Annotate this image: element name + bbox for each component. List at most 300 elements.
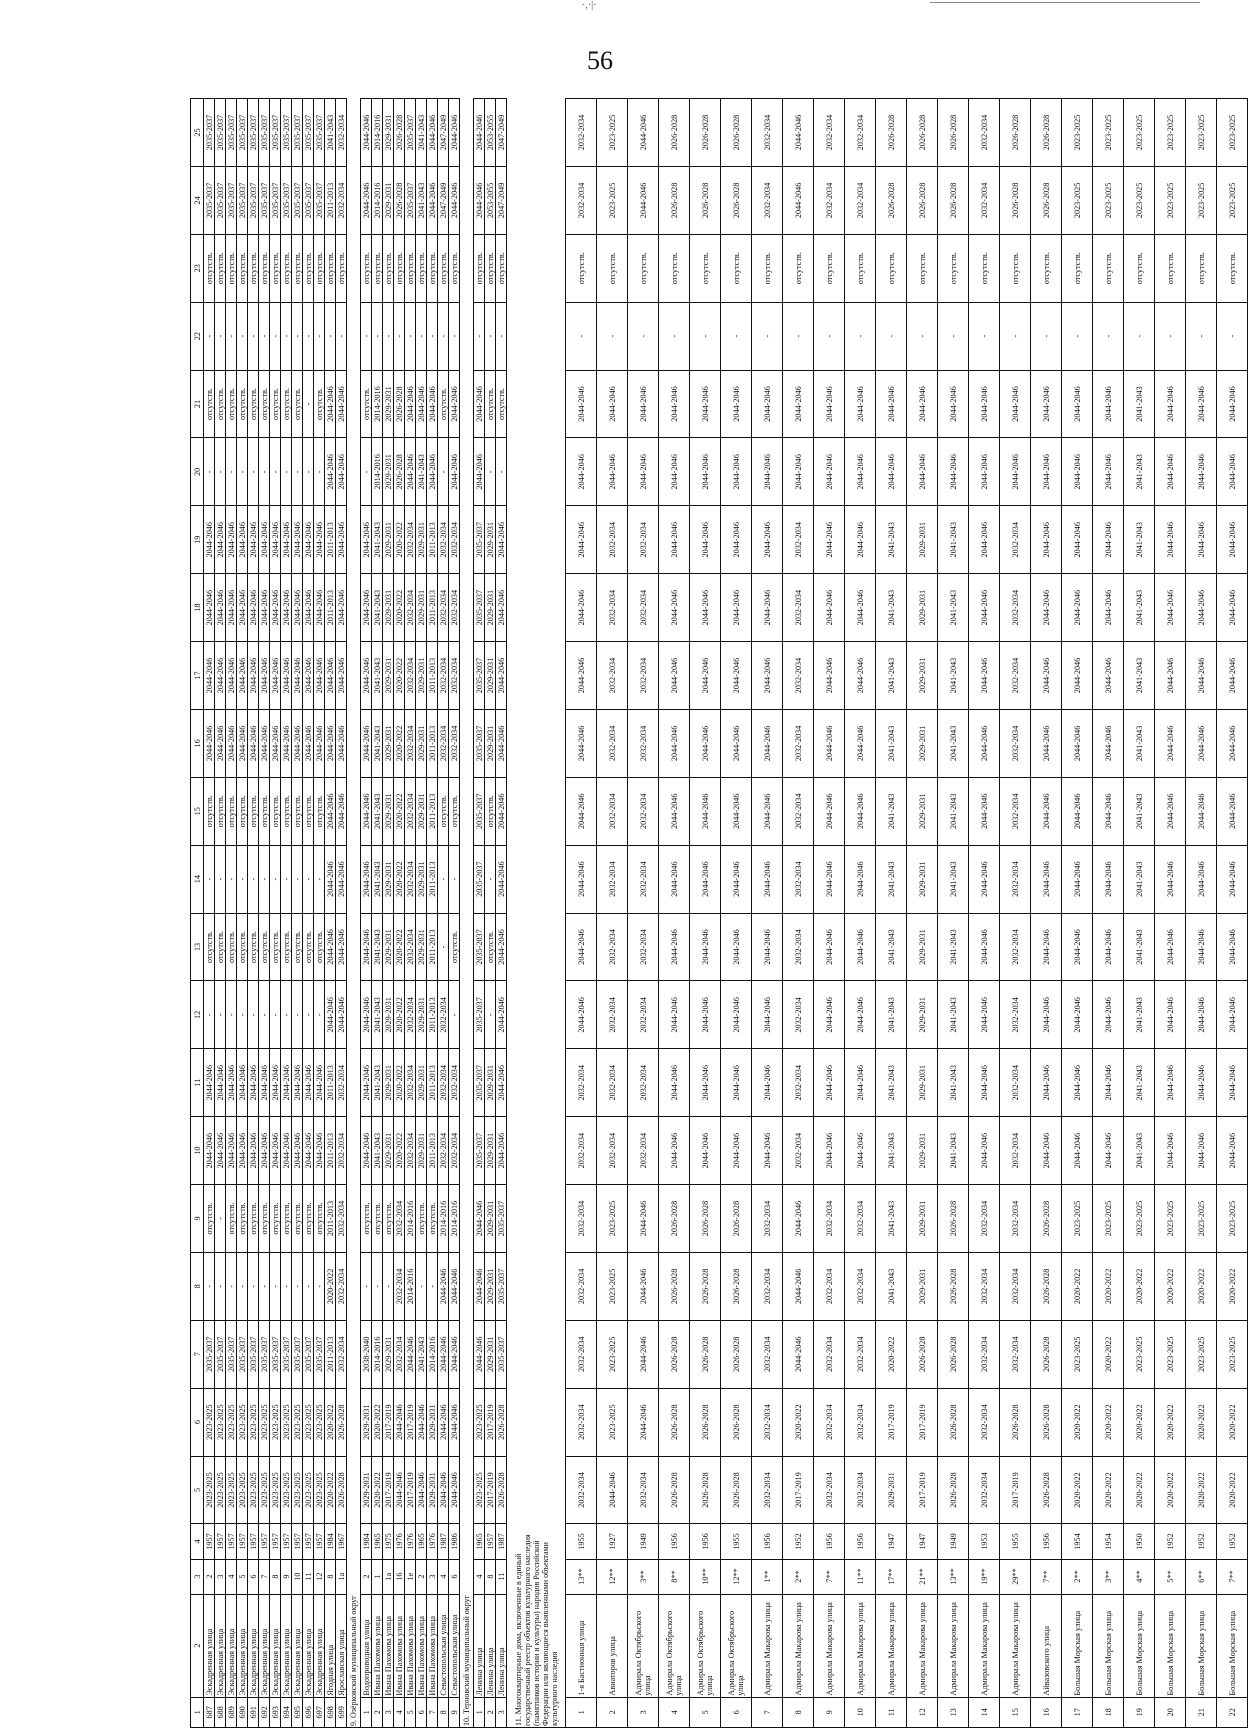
period-cell: отсутств. xyxy=(361,234,372,302)
period-cell: - xyxy=(237,302,248,370)
period-cell: 2035-2037 xyxy=(314,166,325,234)
section-header-row xyxy=(507,99,566,1728)
period-cell: 2023-2025 xyxy=(281,1456,292,1524)
period-cell: 2035-2037 xyxy=(215,99,226,167)
scan-mark: ·,·|· xyxy=(582,0,597,11)
period-cell: 2044-2046 xyxy=(449,1320,460,1388)
period-cell: отсутств. xyxy=(485,777,496,845)
period-cell: 2032-2034 xyxy=(438,1049,449,1117)
period-cell: 2020-2022 xyxy=(372,1388,383,1456)
period-cell: - xyxy=(281,981,292,1049)
period-cell: 2044-2046 xyxy=(361,166,372,234)
period-cell: 2032-2034 xyxy=(845,1388,876,1456)
period-cell: - xyxy=(303,302,314,370)
period-cell: 2029-2031 xyxy=(907,642,938,710)
period-cell: 2017-2019 xyxy=(907,1388,938,1456)
year-cell: 1975 xyxy=(383,1524,394,1559)
year-cell: 1957 xyxy=(292,1524,303,1559)
year-cell: 1957 xyxy=(270,1524,281,1559)
period-cell: 2044-2046 xyxy=(1186,981,1217,1049)
period-cell: 2041-2043 xyxy=(938,1049,969,1117)
period-cell: отсутств. xyxy=(248,234,259,302)
row-number-cell: 16 xyxy=(1031,1697,1062,1727)
street-cell: Ивана Пахомова улица xyxy=(372,1594,383,1697)
period-cell: 2020-2022 xyxy=(394,506,405,574)
period-cell: 2044-2046 xyxy=(752,981,783,1049)
table-row xyxy=(325,99,336,1728)
period-cell: 2023-2025 xyxy=(474,1456,485,1524)
period-cell: 2044-2046 xyxy=(566,777,597,845)
street-cell: Адмирала Макарова улица xyxy=(938,1594,969,1697)
year-cell: 1949 xyxy=(628,1524,659,1559)
period-cell: 2029-2031 xyxy=(416,642,427,710)
period-cell: 2044-2046 xyxy=(1062,574,1093,642)
period-cell: 2011-2013 xyxy=(427,709,438,777)
period-cell: 2041-2043 xyxy=(938,981,969,1049)
period-cell: 2044-2046 xyxy=(752,438,783,506)
period-cell: - xyxy=(281,1252,292,1320)
period-cell: 2044-2046 xyxy=(1155,642,1186,710)
period-cell: 2020-2022 xyxy=(876,1320,907,1388)
period-cell: 2044-2046 xyxy=(325,438,336,506)
period-cell: 2044-2046 xyxy=(752,913,783,981)
period-cell: отсутств. xyxy=(303,913,314,981)
period-cell: 2026-2028 xyxy=(690,1388,721,1456)
period-cell: 2023-2025 xyxy=(1186,99,1217,167)
house-number-cell: 2 xyxy=(204,1559,215,1594)
period-cell: 2032-2034 xyxy=(783,777,814,845)
period-cell: 2032-2034 xyxy=(814,1185,845,1253)
house-number-cell: 6 xyxy=(248,1559,259,1594)
period-cell: - xyxy=(270,438,281,506)
period-cell: отсутств. xyxy=(237,370,248,438)
period-cell: 2044-2046 xyxy=(449,1252,460,1320)
period-cell: 2011-2013 xyxy=(325,1320,336,1388)
period-cell: 2044-2046 xyxy=(259,642,270,710)
period-cell: 2029-2031 xyxy=(427,1388,438,1456)
period-cell: - xyxy=(485,438,496,506)
period-cell: 2044-2046 xyxy=(204,506,215,574)
period-cell: 2035-2037 xyxy=(405,99,416,167)
period-cell: 2011-2013 xyxy=(427,981,438,1049)
period-cell: 2044-2046 xyxy=(438,1388,449,1456)
period-cell: 2044-2046 xyxy=(814,913,845,981)
period-cell: 2044-2046 xyxy=(845,642,876,710)
table-row xyxy=(1124,99,1155,1728)
period-cell: 2032-2034 xyxy=(845,99,876,167)
row-number-cell: 7 xyxy=(752,1697,783,1727)
period-cell: 2023-2025 xyxy=(1062,166,1093,234)
table-row xyxy=(226,99,237,1728)
period-cell: - xyxy=(314,438,325,506)
period-cell: 2032-2034 xyxy=(1000,981,1031,1049)
period-cell: 2044-2046 xyxy=(204,709,215,777)
period-cell: 2044-2046 xyxy=(690,642,721,710)
column-header: 10 xyxy=(191,1117,204,1185)
period-cell: 2044-2046 xyxy=(814,709,845,777)
period-cell: отсутств. xyxy=(248,370,259,438)
period-cell: 2035-2037 xyxy=(259,166,270,234)
period-cell: отсутств. xyxy=(485,913,496,981)
period-cell: 2044-2046 xyxy=(226,1117,237,1185)
period-cell: 2044-2046 xyxy=(270,1049,281,1117)
period-cell: 2044-2046 xyxy=(690,574,721,642)
period-cell: отсутств. xyxy=(303,777,314,845)
period-cell: 2044-2046 xyxy=(1217,574,1248,642)
period-cell: - xyxy=(314,1252,325,1320)
period-cell: 2032-2034 xyxy=(814,99,845,167)
period-cell: 2044-2046 xyxy=(628,1320,659,1388)
period-cell: 2023-2025 xyxy=(1217,99,1248,167)
period-cell: - xyxy=(303,981,314,1049)
period-cell: - xyxy=(292,302,303,370)
period-cell: отсутств. xyxy=(1093,234,1124,302)
street-cell: Ивана Пахомова улица xyxy=(405,1594,416,1697)
period-cell: 2044-2046 xyxy=(814,574,845,642)
street-cell: Большая Морская улица xyxy=(1217,1594,1248,1697)
period-cell: 2026-2028 xyxy=(496,1456,507,1524)
period-cell: 2023-2025 xyxy=(1217,1185,1248,1253)
period-cell: 2020-2022 xyxy=(1217,1456,1248,1524)
period-cell: 2044-2046 xyxy=(845,913,876,981)
period-cell: 2017-2019 xyxy=(485,1388,496,1456)
period-cell: 2044-2046 xyxy=(969,777,1000,845)
table-row xyxy=(336,99,347,1728)
period-cell: 2032-2034 xyxy=(438,709,449,777)
year-cell: 1947 xyxy=(876,1524,907,1559)
year-cell: 1957 xyxy=(204,1524,215,1559)
period-cell: 2044-2046 xyxy=(1093,642,1124,710)
period-cell: 2026-2028 xyxy=(659,1388,690,1456)
street-cell: Большая Морская улица xyxy=(1155,1594,1186,1697)
period-cell: 2044-2046 xyxy=(1031,913,1062,981)
period-cell: 2044-2046 xyxy=(1155,506,1186,574)
period-cell: - xyxy=(226,845,237,913)
period-cell: 2032-2034 xyxy=(336,1320,347,1388)
period-cell: 2026-2028 xyxy=(1031,1252,1062,1320)
street-cell: Адмирала Макарова улица xyxy=(1000,1594,1031,1697)
period-cell: 2029-2031 xyxy=(907,574,938,642)
period-cell: отсутств. xyxy=(292,913,303,981)
column-header: 17 xyxy=(191,642,204,710)
year-cell: 1984 xyxy=(361,1524,372,1559)
year-cell: 1987 xyxy=(496,1524,507,1559)
period-cell: - xyxy=(237,438,248,506)
period-cell: 2044-2046 xyxy=(226,642,237,710)
year-cell: 1956 xyxy=(845,1524,876,1559)
period-cell: 2044-2046 xyxy=(1217,1049,1248,1117)
period-cell: 2032-2034 xyxy=(336,99,347,167)
period-cell: 2035-2037 xyxy=(270,1320,281,1388)
period-cell: - xyxy=(496,302,507,370)
period-cell: 2032-2034 xyxy=(1000,1185,1031,1253)
period-cell: 2032-2034 xyxy=(752,99,783,167)
street-cell: Адмирала Макарова улица xyxy=(783,1594,814,1697)
period-cell: 2044-2046 xyxy=(474,1252,485,1320)
period-cell: 2044-2046 xyxy=(314,709,325,777)
period-cell: 2026-2028 xyxy=(721,1185,752,1253)
period-cell: - xyxy=(204,981,215,1049)
period-cell: 2032-2034 xyxy=(752,1320,783,1388)
row-number-cell: 5 xyxy=(405,1697,416,1727)
period-cell: - xyxy=(361,1252,372,1320)
period-cell: 2035-2037 xyxy=(292,1320,303,1388)
period-cell: 2035-2037 xyxy=(303,166,314,234)
period-cell: - xyxy=(438,302,449,370)
street-cell: Айвазовского улица xyxy=(1031,1594,1062,1697)
period-cell: 2044-2046 xyxy=(814,370,845,438)
period-cell: отсутств. xyxy=(449,777,460,845)
period-cell: отсутств. xyxy=(416,234,427,302)
period-cell: 2023-2025 xyxy=(237,1456,248,1524)
row-number-cell: 696 xyxy=(303,1697,314,1727)
street-cell: Эскадренная улица xyxy=(248,1594,259,1697)
period-cell: - xyxy=(248,438,259,506)
period-cell: 2053-2055 xyxy=(485,166,496,234)
period-cell: - xyxy=(215,302,226,370)
period-cell: отсутств. xyxy=(314,234,325,302)
period-cell: 2020-2022 xyxy=(394,1049,405,1117)
period-cell: - xyxy=(659,302,690,370)
period-cell: отсутств. xyxy=(416,1185,427,1253)
period-cell: отсутств. xyxy=(259,234,270,302)
house-number-cell: 3** xyxy=(628,1559,659,1594)
period-cell: 2044-2046 xyxy=(814,777,845,845)
period-cell: отсутств. xyxy=(659,234,690,302)
row-number-cell: 7 xyxy=(427,1697,438,1727)
period-cell: 2044-2046 xyxy=(597,370,628,438)
period-cell: 2044-2046 xyxy=(969,574,1000,642)
table-row xyxy=(303,99,314,1728)
period-cell: 2044-2046 xyxy=(969,1117,1000,1185)
period-cell: 2044-2046 xyxy=(438,1252,449,1320)
year-cell: 1976 xyxy=(427,1524,438,1559)
period-cell: 2029-2031 xyxy=(383,574,394,642)
house-number-cell: 4** xyxy=(1124,1559,1155,1594)
period-cell: 2044-2046 xyxy=(814,438,845,506)
period-cell: 2032-2034 xyxy=(566,166,597,234)
year-cell: 1956 xyxy=(814,1524,845,1559)
period-cell: 2044-2046 xyxy=(876,438,907,506)
house-number-cell: 4 xyxy=(226,1559,237,1594)
period-cell: 2032-2034 xyxy=(449,1049,460,1117)
period-cell: 2044-2046 xyxy=(449,1456,460,1524)
year-cell: 1986 xyxy=(449,1524,460,1559)
street-cell: Большая Морская улица xyxy=(1093,1594,1124,1697)
house-number-cell: 7 xyxy=(259,1559,270,1594)
period-cell: 2020-2022 xyxy=(394,845,405,913)
period-cell: 2032-2034 xyxy=(628,1049,659,1117)
period-cell: 2044-2046 xyxy=(204,574,215,642)
period-cell: 2044-2046 xyxy=(361,1049,372,1117)
period-cell: 2035-2037 xyxy=(292,166,303,234)
street-cell: Эскадренная улица xyxy=(303,1594,314,1697)
period-cell: 2044-2046 xyxy=(1093,370,1124,438)
period-cell: 2044-2046 xyxy=(474,1185,485,1253)
period-cell: 2029-2031 xyxy=(485,709,496,777)
period-cell: отсутств. xyxy=(1186,234,1217,302)
period-cell: - xyxy=(248,981,259,1049)
period-cell: - xyxy=(1093,302,1124,370)
period-cell: 2032-2034 xyxy=(1000,709,1031,777)
period-cell: - xyxy=(845,302,876,370)
period-cell: 2044-2046 xyxy=(449,99,460,167)
period-cell: 2023-2025 xyxy=(1155,1320,1186,1388)
period-cell: 2032-2034 xyxy=(783,845,814,913)
period-cell: 2044-2046 xyxy=(281,506,292,574)
period-cell: 2032-2034 xyxy=(336,1049,347,1117)
period-cell: 2029-2031 xyxy=(361,1388,372,1456)
period-cell: 2020-2022 xyxy=(1062,1456,1093,1524)
period-cell: 2029-2031 xyxy=(907,709,938,777)
period-cell: 2035-2037 xyxy=(281,1320,292,1388)
period-cell: 2044-2046 xyxy=(969,913,1000,981)
period-cell: - xyxy=(281,438,292,506)
period-cell: 2044-2046 xyxy=(1186,642,1217,710)
period-cell: 2035-2037 xyxy=(303,1320,314,1388)
period-cell: отсутств. xyxy=(336,234,347,302)
column-header: 8 xyxy=(191,1252,204,1320)
section-spacer xyxy=(347,99,361,1253)
period-cell: 2047-2049 xyxy=(496,166,507,234)
period-cell: 2044-2046 xyxy=(721,438,752,506)
year-cell: 1957 xyxy=(485,1524,496,1559)
period-cell: 2041-2043 xyxy=(1124,709,1155,777)
period-cell: - xyxy=(215,1185,226,1253)
period-cell: - xyxy=(204,302,215,370)
period-cell: 2020-2022 xyxy=(394,1117,405,1185)
period-cell: 2041-2043 xyxy=(938,1117,969,1185)
period-cell: 2032-2034 xyxy=(969,1388,1000,1456)
period-cell: 2035-2037 xyxy=(226,99,237,167)
period-cell: 2044-2046 xyxy=(270,642,281,710)
period-cell: 2029-2031 xyxy=(907,506,938,574)
period-cell: 2044-2046 xyxy=(303,709,314,777)
period-cell: 2044-2046 xyxy=(845,1049,876,1117)
period-cell: 2044-2046 xyxy=(1031,777,1062,845)
period-cell: отсутств. xyxy=(690,234,721,302)
table-row xyxy=(876,99,907,1728)
row-number-cell: 690 xyxy=(237,1697,248,1727)
period-cell: 2044-2046 xyxy=(1155,1117,1186,1185)
period-cell: 2011-2013 xyxy=(325,506,336,574)
period-cell: 2032-2034 xyxy=(783,506,814,574)
period-cell: 2044-2046 xyxy=(628,166,659,234)
period-cell: 2023-2025 xyxy=(248,1456,259,1524)
period-cell: 2026-2028 xyxy=(690,99,721,167)
column-header: 9 xyxy=(191,1185,204,1253)
period-cell: 2044-2046 xyxy=(270,574,281,642)
period-cell: 2044-2046 xyxy=(783,1252,814,1320)
period-cell: отсутств. xyxy=(438,777,449,845)
period-cell: 2023-2025 xyxy=(303,1388,314,1456)
period-cell: 2044-2046 xyxy=(845,574,876,642)
period-cell: отсутств. xyxy=(204,234,215,302)
period-cell: 2044-2046 xyxy=(474,370,485,438)
period-cell: 2044-2046 xyxy=(721,981,752,1049)
section-spacer xyxy=(507,99,566,1524)
period-cell: 2044-2046 xyxy=(845,438,876,506)
period-cell: 2029-2031 xyxy=(383,777,394,845)
period-cell: отсутств. xyxy=(969,234,1000,302)
period-cell: 2020-2022 xyxy=(325,1252,336,1320)
street-cell: Ленина улица xyxy=(485,1594,496,1697)
section-title: 9. Озёрковский муниципальный округ xyxy=(347,1252,361,1727)
period-cell: 2032-2034 xyxy=(597,574,628,642)
period-cell: 2014-2016 xyxy=(372,1320,383,1388)
period-cell: 2041-2043 xyxy=(1124,1117,1155,1185)
period-cell: 2029-2031 xyxy=(485,1185,496,1253)
period-cell: - xyxy=(438,438,449,506)
period-cell: 2044-2046 xyxy=(566,981,597,1049)
period-cell: 2044-2046 xyxy=(597,1456,628,1524)
table-row xyxy=(690,99,721,1728)
period-cell: 2044-2046 xyxy=(690,1117,721,1185)
period-cell: - xyxy=(303,438,314,506)
period-cell: 2041-2043 xyxy=(416,1320,427,1388)
period-cell: 2023-2025 xyxy=(1217,166,1248,234)
period-cell: 2044-2046 xyxy=(845,370,876,438)
period-cell: 2041-2043 xyxy=(372,1049,383,1117)
period-cell: - xyxy=(721,302,752,370)
year-cell: 1965 xyxy=(372,1524,383,1559)
table-row xyxy=(969,99,1000,1728)
column-header: 5 xyxy=(191,1456,204,1524)
period-cell: 2017-2019 xyxy=(1000,1456,1031,1524)
house-number-cell: 2** xyxy=(1062,1559,1093,1594)
period-cell: отсутств. xyxy=(449,913,460,981)
period-cell: 2032-2034 xyxy=(566,1456,597,1524)
period-cell: отсутств. xyxy=(597,234,628,302)
period-cell: 2044-2046 xyxy=(281,1117,292,1185)
period-cell: 2041-2043 xyxy=(938,574,969,642)
table-row xyxy=(314,99,325,1728)
period-cell: 2032-2034 xyxy=(566,1320,597,1388)
period-cell: 2044-2046 xyxy=(628,1252,659,1320)
period-cell: 2044-2046 xyxy=(969,506,1000,574)
period-cell: 2026-2028 xyxy=(907,166,938,234)
house-number-cell: 8** xyxy=(659,1559,690,1594)
period-cell: - xyxy=(372,302,383,370)
period-cell: 2044-2046 xyxy=(215,709,226,777)
period-cell: 2023-2025 xyxy=(226,1456,237,1524)
period-cell: 2044-2046 xyxy=(659,981,690,1049)
period-cell: 2044-2046 xyxy=(496,506,507,574)
period-cell: 2020-2022 xyxy=(394,913,405,981)
table-row xyxy=(372,99,383,1728)
period-cell: 2032-2034 xyxy=(566,1117,597,1185)
period-cell: 2023-2025 xyxy=(1093,99,1124,167)
street-cell: Ягодная улица xyxy=(325,1594,336,1697)
period-cell: 2014-2016 xyxy=(372,370,383,438)
period-cell: отсутств. xyxy=(204,370,215,438)
period-cell: 2020-2022 xyxy=(1093,1456,1124,1524)
period-cell: 2041-2043 xyxy=(876,777,907,845)
period-cell: отсутств. xyxy=(721,234,752,302)
street-cell: Севастопольская улица xyxy=(449,1594,460,1697)
period-cell: 2044-2046 xyxy=(1093,913,1124,981)
year-cell: 1957 xyxy=(281,1524,292,1559)
period-cell: 2044-2046 xyxy=(969,642,1000,710)
period-cell: 2044-2046 xyxy=(721,370,752,438)
period-cell: 2011-2013 xyxy=(427,1117,438,1185)
period-cell: 2032-2034 xyxy=(597,709,628,777)
period-cell: 2032-2034 xyxy=(597,981,628,1049)
period-cell: 2017-2019 xyxy=(383,1388,394,1456)
table-row xyxy=(1155,99,1186,1728)
period-cell: 2044-2046 xyxy=(237,574,248,642)
period-cell: 2044-2046 xyxy=(628,99,659,167)
